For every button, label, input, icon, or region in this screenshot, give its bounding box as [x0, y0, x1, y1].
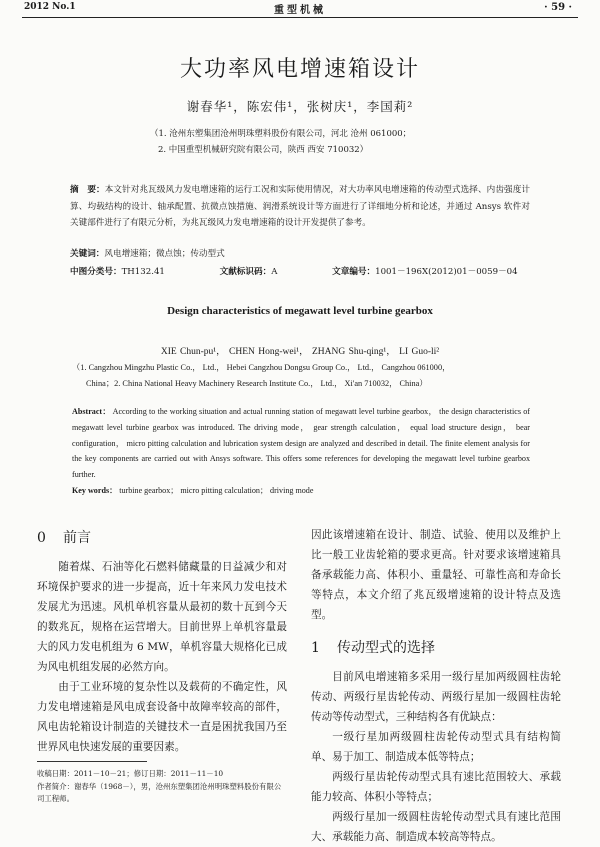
paper-title-cn: 大功率风电增速箱设计	[179, 57, 420, 82]
section-1-paragraph-3: 两级行星齿轮传动型式具有速比范围较大、承载能力较高、体积小等特点；	[311, 771, 561, 803]
footnote-received: 收稿日期：2011－10－21；修订日期：2011－11－10	[37, 769, 224, 778]
keywords-en	[72, 485, 313, 496]
keywords-cn-text: 风电增速箱；微点蚀；传动型式	[104, 249, 225, 259]
left-column	[37, 527, 287, 757]
abstract-en-text: According to the working situation and actual running station of megawatt level turbine gearbox， the design characteristics of megawatt level turbine gearbox was introduced. The driving mode， gear strength calculation， equal load structure design， bear configuration， micro pitting calculation and lubrication system design are analyzed and described in detail. The finite element analysis for the key components are carried out with Ansys software. This offers some references for developing the megawatt level turbine gearbox further.	[72, 407, 531, 480]
document-code	[220, 267, 304, 277]
doc-code-label: 文献标识码：	[219, 267, 272, 277]
doc-code-value: A	[271, 267, 278, 277]
article-number	[332, 267, 543, 277]
footnote-author: 作者简介：谢春华（1968－），男，沧州东塑集团沧州明珠塑料股份有限公司工程师。	[37, 781, 282, 803]
section-1-heading	[311, 637, 561, 657]
abstract-en-label: Abstract：	[72, 407, 111, 416]
article-number-label: 文章编号：	[332, 267, 376, 277]
abstract-en	[72, 404, 530, 483]
journal-name: 重型机械	[274, 5, 326, 16]
keywords-cn-label: 关键词：	[70, 249, 105, 259]
affiliation-en-2: China；2. China National Heavy Machinery Research Institute Co.， Ltd.， Xi'an 710032， China）	[86, 379, 428, 388]
right-column	[311, 525, 561, 847]
article-number-value: 1001－196X(2012)01－0059－04	[375, 267, 518, 277]
clc-value: TH132.41	[121, 267, 165, 277]
abstract-cn-text: 本文针对兆瓦级风力发电增速箱的运行工况和实际使用情况，对大功率风电增速箱的传动型式选择、内齿强度计算、均载结构的设计、轴承配置、抗微点蚀措施、润滑系统设计等方面进行了详细地分析和论述，并通过 Ansys 软件对关键部件进行了有限元分析，为兆瓦级风力发电增速箱的设计开发提供了参考。	[70, 185, 530, 229]
section-0-paragraph-1: 随着煤、石油等化石燃料储藏量的日益减少和对环境保护要求的进一步提高，近十年来风力发电技术发展尤为迅速。风机单机容量从最初的数十瓦到今天的数兆瓦，规格在运营增大。目前世界上单机容量最大的风力发电机组为 6 MW，单机容量大规格化已成为风电机组发展的必然方向。	[37, 561, 287, 673]
section-1-paragraph-1: 目前风电增速箱多采用一级行星加两级圆柱齿轮传动、两级行星齿轮传动、两级行星加一级圆柱齿轮传动等传动型式，三种结构各有优缺点：	[311, 671, 561, 723]
keywords-cn	[70, 247, 225, 259]
affiliation-cn-1: （1. 沧州东塑集团沧州明珠塑料股份有限公司，河北 沧州 061000；	[150, 129, 412, 139]
footnotes	[37, 768, 287, 806]
clc-number	[70, 267, 191, 277]
classification-line	[70, 265, 570, 277]
footnote-rule	[37, 761, 147, 762]
section-0-title: 前言	[63, 530, 91, 546]
section-1-title: 传动型式的选择	[337, 640, 435, 656]
abstract-cn	[70, 182, 530, 232]
keywords-en-text: turbine gearbox； micro pitting calculation； driving mode	[119, 486, 314, 495]
section-0-paragraph-2: 由于工业环境的复杂性以及载荷的不确定性，风力发电增速箱是风电成套设备中故障率较高的部件，风电齿轮箱设计制造的关键技术一直是困扰我国乃至世界风电快速发展的重要因素。	[37, 681, 287, 753]
section-1-number: 1	[311, 640, 320, 656]
section-0-paragraph-3: 因此该增速箱在设计、制造、试验、使用以及维护上比一般工业齿轮箱的要求更高。针对要求该增速箱具备承载能力高、体积小、重量轻、可靠性高和寿命长等特点，本文介绍了兆瓦级增速箱的设计特点及选型。	[311, 529, 561, 621]
authors-cn: 谢春华¹，陈宏伟¹，张树庆¹，李国莉²	[186, 99, 414, 114]
issue-label: 2012 No.1	[24, 2, 76, 12]
affiliation-cn-2: 2. 中国重型机械研究院有限公司，陕西 西安 710032）	[158, 145, 369, 155]
affiliations-en	[72, 360, 532, 392]
section-0-number: 0	[37, 530, 46, 546]
paper-title-en: Design characteristics of megawatt level turbine gearbox	[167, 305, 433, 317]
page-number: · 59 ·	[544, 2, 572, 13]
affiliations-cn	[150, 126, 411, 158]
authors-en: XIE Chun-pu¹， CHEN Hong-wei¹， ZHANG Shu-qing¹， LI Guo-li²	[160, 347, 440, 357]
keywords-en-label: Key words：	[72, 486, 118, 495]
clc-label: 中图分类号：	[70, 267, 122, 277]
affiliation-en-1: （1. Cangzhou Mingzhu Plastic Co.， Ltd.， Hebei Cangzhou Dongsu Group Co.， Ltd.， Cangzhou 061000，	[72, 363, 451, 372]
section-0-heading	[37, 527, 287, 547]
section-1-paragraph-2: 一级行星加两级圆柱齿轮传动型式具有结构简单、易于加工、制造成本低等特点；	[311, 731, 561, 763]
section-1-paragraph-4: 两级行星加一级圆柱齿轮传动型式具有速比范围大、承载能力高、制造成本较高等特点。	[311, 811, 561, 843]
abstract-cn-label: 摘 要：	[70, 185, 105, 195]
